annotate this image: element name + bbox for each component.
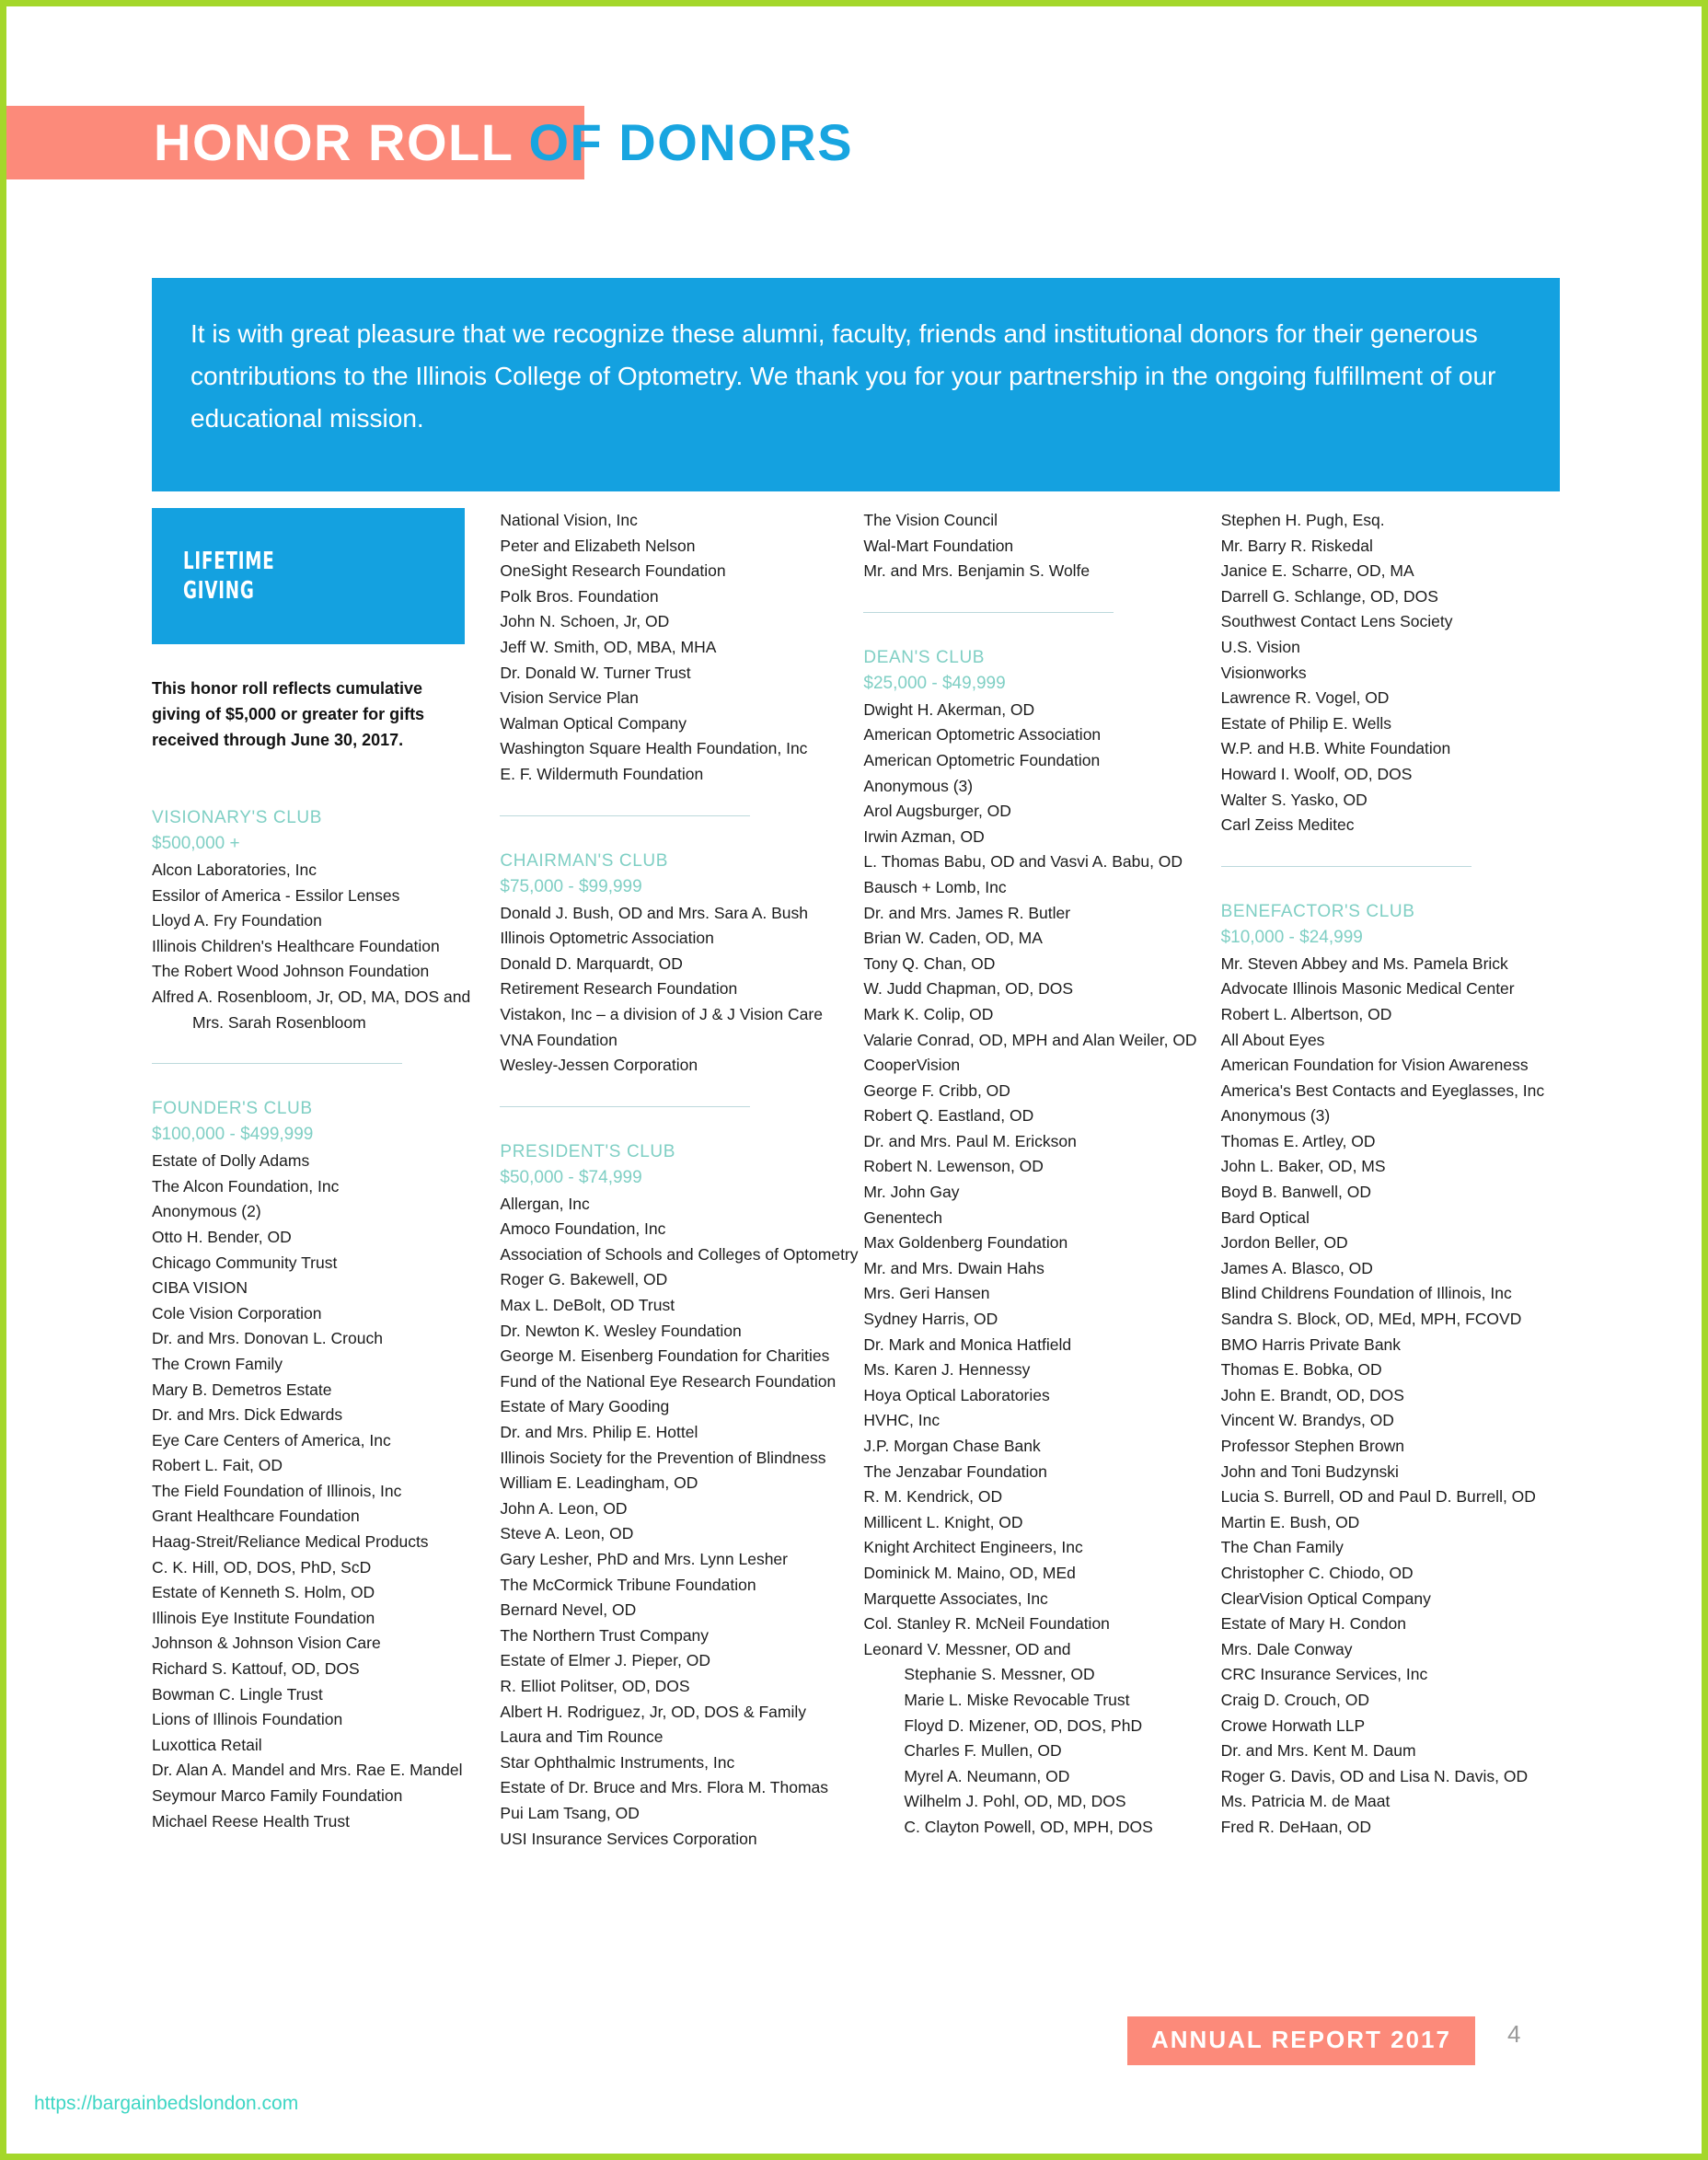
page-title-row xyxy=(6,106,1702,179)
donor-club-section xyxy=(500,1138,859,1852)
donor-entry: Marie L. Miske Revocable Trust xyxy=(904,1690,1130,1709)
donor-entry: Irwin Azman, OD xyxy=(863,826,985,846)
club-name: DEAN'S CLUB xyxy=(863,647,986,667)
donor-entry: Charles F. Mullen, OD xyxy=(904,1741,1062,1761)
donor-entry: Howard I. Woolf, OD, DOS xyxy=(1220,764,1413,783)
club-name: PRESIDENT'S CLUB xyxy=(500,1141,676,1161)
donor-column-3 xyxy=(863,508,1220,1855)
donor-entry: C. K. Hill, OD, DOS, PhD, ScD xyxy=(152,1557,372,1577)
donor-entry: ClearVision Optical Company xyxy=(1220,1588,1431,1608)
donor-list-continued xyxy=(500,508,839,788)
donor-entry: Laura and Tim Rounce xyxy=(500,1727,664,1747)
club-gift-range: $100,000 - $499,999 xyxy=(152,1125,314,1145)
donor-entry: Estate of Dr. Bruce and Mrs. Flora M. Thomas xyxy=(500,1778,829,1797)
donor-entry: America's Best Contacts and Eyeglasses, Inc xyxy=(1220,1080,1545,1100)
donor-entry: Vision Service Plan xyxy=(500,688,639,708)
donor-entry: Marquette Associates, Inc xyxy=(863,1588,1048,1608)
club-gift-range: $10,000 - $24,999 xyxy=(1220,927,1363,947)
donor-entry: John and Toni Budzynski xyxy=(1220,1461,1399,1481)
donor-entry: Dr. and Mrs. James R. Butler xyxy=(863,903,1071,922)
donor-entry: Vincent W. Brandys, OD xyxy=(1220,1411,1394,1430)
section-divider xyxy=(863,612,1114,613)
donor-entry: BMO Harris Private Bank xyxy=(1220,1334,1402,1354)
donor-entry: Sydney Harris, OD xyxy=(863,1310,998,1329)
page-sheet xyxy=(6,6,1702,2154)
donor-entry: John A. Leon, OD xyxy=(500,1498,628,1518)
section-divider xyxy=(500,1106,750,1107)
donor-entry: Visionworks xyxy=(1220,663,1307,682)
page-title-rest: OF DONORS xyxy=(528,113,854,171)
donor-entry: Cole Vision Corporation xyxy=(152,1303,322,1323)
donor-entry: The Jenzabar Foundation xyxy=(863,1461,1047,1481)
donor-entry: Luxottica Retail xyxy=(152,1735,262,1754)
donor-entry: W. Judd Chapman, OD, DOS xyxy=(863,979,1074,999)
donor-club-section xyxy=(863,644,1196,1841)
donor-entry: CooperVision xyxy=(863,1056,961,1075)
donor-entry: Thomas E. Bobka, OD xyxy=(1220,1360,1382,1380)
donor-entry: Illinois Optometric Association xyxy=(500,929,714,948)
donor-entry: Dr. and Mrs. Kent M. Daum xyxy=(1220,1741,1416,1761)
donor-entry: Genentech xyxy=(863,1207,943,1227)
donor-entry: Dr. Alan A. Mandel and Mrs. Rae E. Mandel xyxy=(152,1761,463,1780)
donor-entry: Janice E. Scharre, OD, MA xyxy=(1220,561,1414,581)
donor-entry: R. M. Kendrick, OD xyxy=(863,1487,1003,1507)
donor-entry: George M. Eisenberg Foundation for Charities xyxy=(500,1346,830,1366)
section-divider xyxy=(152,1063,402,1064)
donor-club-section xyxy=(152,804,476,1035)
donor-entry: W.P. and H.B. White Foundation xyxy=(1220,739,1451,758)
donor-entry: Bowman C. Lingle Trust xyxy=(152,1684,323,1704)
donor-entry: Advocate Illinois Masonic Medical Center xyxy=(1220,979,1515,999)
donor-entry: Martin E. Bush, OD xyxy=(1220,1512,1360,1531)
donor-entry: Stephen H. Pugh, Esq. xyxy=(1220,511,1385,529)
donor-entry: Lloyd A. Fry Foundation xyxy=(152,911,322,930)
donor-entry: Floyd D. Mizener, OD, DOS, PhD xyxy=(904,1715,1143,1735)
page-title xyxy=(154,102,853,183)
donor-entry: Grant Healthcare Foundation xyxy=(152,1507,360,1526)
donor-entry: Knight Architect Engineers, Inc xyxy=(863,1538,1083,1557)
donor-entry: Roger G. Bakewell, OD xyxy=(500,1270,668,1289)
donor-entry: R. Elliot Politser, OD, DOS xyxy=(500,1676,690,1695)
donor-entry: Estate of Mary H. Condon xyxy=(1220,1614,1406,1634)
donor-entry: Mary B. Demetros Estate xyxy=(152,1380,332,1399)
club-name: BENEFACTOR'S CLUB xyxy=(1220,901,1415,921)
donor-entry: Ms. Karen J. Hennessy xyxy=(863,1360,1031,1380)
donor-entry: Boyd B. Banwell, OD xyxy=(1220,1183,1371,1202)
donor-entry: Chicago Community Trust xyxy=(152,1253,338,1272)
donor-entry: Association of Schools and Colleges of Optometry xyxy=(500,1244,859,1264)
donor-entry: American Optometric Foundation xyxy=(863,750,1101,769)
donor-entry: Walter S. Yasko, OD xyxy=(1220,790,1368,809)
donor-entry: Hoya Optical Laboratories xyxy=(863,1385,1050,1404)
donor-entry: Amoco Foundation, Inc xyxy=(500,1219,666,1239)
donor-entry: Otto H. Bender, OD xyxy=(152,1227,292,1246)
annual-report-badge: ANNUAL REPORT 2017 xyxy=(1127,2016,1475,2065)
donor-entry: Wal-Mart Foundation xyxy=(863,536,1014,555)
donor-entry: Alfred A. Rosenbloom, Jr, OD, MA, DOS and xyxy=(152,987,471,1006)
donor-entry: E. F. Wildermuth Foundation xyxy=(500,764,704,783)
donor-entry: Vistakon, Inc – a division of J & J Vision Care xyxy=(500,1004,823,1023)
donor-entry: Mrs. Sarah Rosenbloom xyxy=(192,1012,366,1032)
donor-entry: Dominick M. Maino, OD, MEd xyxy=(863,1563,1076,1582)
donor-entry: Robert L. Albertson, OD xyxy=(1220,1004,1392,1023)
donor-entry: The Crown Family xyxy=(152,1354,283,1373)
donor-entry: James A. Blasco, OD xyxy=(1220,1258,1373,1277)
donor-entry: Professor Stephen Brown xyxy=(1220,1437,1404,1455)
donor-entry: Arol Augsburger, OD xyxy=(863,802,1011,821)
donor-entry: VNA Foundation xyxy=(500,1030,617,1049)
donor-entry: Tony Q. Chan, OD xyxy=(863,953,996,973)
donor-entry: Myrel A. Neumann, OD xyxy=(904,1766,1070,1785)
donor-entry: Craig D. Crouch, OD xyxy=(1220,1690,1370,1709)
donor-entry: Mr. and Mrs. Dwain Hahs xyxy=(863,1258,1044,1277)
donor-entry: American Foundation for Vision Awareness xyxy=(1220,1056,1529,1075)
club-gift-range: $25,000 - $49,999 xyxy=(863,673,1006,693)
donor-entry: Johnson & Johnson Vision Care xyxy=(152,1634,381,1653)
donor-entry: Thomas E. Artley, OD xyxy=(1220,1131,1376,1150)
donor-entry: USI Insurance Services Corporation xyxy=(500,1829,757,1848)
donor-entry: L. Thomas Babu, OD and Vasvi A. Babu, OD xyxy=(863,852,1183,872)
donor-entry: All About Eyes xyxy=(1220,1030,1325,1049)
donor-entry: Washington Square Health Foundation, Inc xyxy=(500,739,808,758)
donor-entry: The McCormick Tribune Foundation xyxy=(500,1575,756,1594)
donor-entry: Carl Zeiss Meditec xyxy=(1220,815,1355,835)
donor-entry: Fund of the National Eye Research Foundation xyxy=(500,1371,837,1391)
donor-entry: Bernard Nevel, OD xyxy=(500,1600,637,1620)
donor-entry: National Vision, Inc xyxy=(500,511,638,529)
donor-entry: U.S. Vision xyxy=(1220,637,1300,656)
donor-entry: OneSight Research Foundation xyxy=(500,561,726,581)
donor-entry: J.P. Morgan Chase Bank xyxy=(863,1437,1041,1455)
donor-entry: Wilhelm J. Pohl, OD, MD, DOS xyxy=(904,1792,1126,1811)
donor-entry: Estate of Philip E. Wells xyxy=(1220,713,1392,733)
page-title-highlight: HONOR ROLL xyxy=(154,113,514,171)
lifetime-giving-line2: GIVING xyxy=(183,577,255,605)
donor-entry: Lions of Illinois Foundation xyxy=(152,1710,343,1729)
donor-list-continued xyxy=(863,508,1196,584)
donor-entry: Albert H. Rodriguez, Jr, OD, DOS & Family xyxy=(500,1702,807,1721)
lifetime-giving-line1: LIFETIME xyxy=(183,548,275,575)
donor-entry: John E. Brandt, OD, DOS xyxy=(1220,1385,1404,1404)
donor-entry: Richard S. Kattouf, OD, DOS xyxy=(152,1659,360,1679)
donor-entry: Estate of Kenneth S. Holm, OD xyxy=(152,1583,375,1602)
donor-entry: CRC Insurance Services, Inc xyxy=(1220,1665,1428,1684)
donor-column-4 xyxy=(1221,508,1569,1855)
honor-roll-note: This honor roll reflects cumulative giving of $5,000 or greater for gifts received through June 30, 2017. xyxy=(152,679,425,749)
donor-entry: CIBA VISION xyxy=(152,1278,248,1298)
donor-entry: John L. Baker, OD, MS xyxy=(1220,1157,1386,1176)
donor-entry: The Vision Council xyxy=(863,511,998,529)
donor-column-1 xyxy=(152,508,500,1855)
donor-entry: Donald J. Bush, OD and Mrs. Sara A. Bush xyxy=(500,903,809,922)
donor-entry: Dr. and Mrs. Dick Edwards xyxy=(152,1405,343,1425)
donor-entry: Darrell G. Schlange, OD, DOS xyxy=(1220,586,1438,606)
donor-entry: Illinois Eye Institute Foundation xyxy=(152,1608,375,1627)
donor-entry: The Northern Trust Company xyxy=(500,1625,710,1645)
donor-club-section xyxy=(152,1095,476,1834)
donor-entry: Steve A. Leon, OD xyxy=(500,1524,634,1543)
donor-entry: The Robert Wood Johnson Foundation xyxy=(152,962,430,981)
donor-entry: Dr. Newton K. Wesley Foundation xyxy=(500,1321,742,1340)
donor-entry: Estate of Mary Gooding xyxy=(500,1397,670,1416)
donor-entry: The Alcon Foundation, Inc xyxy=(152,1176,340,1196)
donor-entry: Dr. and Mrs. Paul M. Erickson xyxy=(863,1131,1077,1150)
lifetime-giving-badge xyxy=(152,508,465,644)
donor-entry: Eye Care Centers of America, Inc xyxy=(152,1430,391,1450)
donor-entry: Dr. Donald W. Turner Trust xyxy=(500,663,691,682)
club-name: FOUNDER'S CLUB xyxy=(152,1099,313,1119)
donor-entry: The Field Foundation of Illinois, Inc xyxy=(152,1481,402,1500)
donor-entry: Estate of Elmer J. Pieper, OD xyxy=(500,1651,710,1670)
donor-entry: Illinois Children's Healthcare Foundation xyxy=(152,936,440,955)
donor-entry: William E. Leadingham, OD xyxy=(500,1473,698,1493)
donor-entry: Robert Q. Eastland, OD xyxy=(863,1106,1034,1126)
donor-entry: Illinois Society for the Prevention of Blindness xyxy=(500,1448,826,1467)
donor-list-continued xyxy=(1221,508,1545,838)
donor-entry: Lucia S. Burrell, OD and Paul D. Burrell, OD xyxy=(1220,1487,1536,1507)
donor-entry: Robert N. Lewenson, OD xyxy=(863,1157,1044,1176)
section-divider xyxy=(1221,866,1471,867)
donor-entry: Gary Lesher, PhD and Mrs. Lynn Lesher xyxy=(500,1550,788,1568)
donor-entry: Valarie Conrad, OD, MPH and Alan Weiler, OD xyxy=(863,1030,1197,1049)
donor-entry: Lawrence R. Vogel, OD xyxy=(1220,688,1390,708)
club-name: VISIONARY'S CLUB xyxy=(152,808,322,827)
club-gift-range: $50,000 - $74,999 xyxy=(500,1167,642,1187)
donor-entry: Anonymous (3) xyxy=(863,776,974,795)
donor-entry: George F. Cribb, OD xyxy=(863,1080,1010,1100)
donor-entry: Mrs. Geri Hansen xyxy=(863,1284,990,1303)
donor-entry: Pui Lam Tsang, OD xyxy=(500,1803,640,1822)
donor-entry: Fred R. DeHaan, OD xyxy=(1220,1817,1371,1836)
donor-entry: Seymour Marco Family Foundation xyxy=(152,1786,403,1805)
donor-entry: Polk Bros. Foundation xyxy=(500,586,659,606)
page-footer xyxy=(6,2015,1702,2079)
donor-entry: Alcon Laboratories, Inc xyxy=(152,861,317,879)
donor-entry: Southwest Contact Lens Society xyxy=(1220,612,1453,631)
donor-entry: C. Clayton Powell, OD, MPH, DOS xyxy=(904,1817,1153,1836)
donor-entry: Christopher C. Chiodo, OD xyxy=(1220,1563,1414,1582)
donor-entry: Mr. Steven Abbey and Ms. Pamela Brick xyxy=(1220,953,1508,973)
donor-club-section xyxy=(1221,898,1545,1841)
donor-entry: Retirement Research Foundation xyxy=(500,979,738,999)
donor-entry: Bard Optical xyxy=(1220,1207,1310,1227)
donor-column-2 xyxy=(500,508,863,1855)
donor-entry: Robert L. Fait, OD xyxy=(152,1456,283,1475)
donor-entry: Estate of Dolly Adams xyxy=(152,1151,310,1171)
donor-entry: John N. Schoen, Jr, OD xyxy=(500,612,670,631)
donor-entry: Wesley-Jessen Corporation xyxy=(500,1056,698,1075)
donor-entry: Dr. Mark and Monica Hatfield xyxy=(863,1334,1072,1354)
donor-entry: Jordon Beller, OD xyxy=(1220,1233,1348,1253)
intro-statement: It is with great pleasure that we recognize these alumni, faculty, friends and institutional donors for their generous contributions to the Illinois College of Optometry. We thank you for your partnership in the ongoing fulfillment of our educational mission. xyxy=(152,278,1560,491)
donor-entry: Donald D. Marquardt, OD xyxy=(500,953,683,973)
donor-entry: Millicent L. Knight, OD xyxy=(863,1512,1023,1531)
donor-entry: Mark K. Colip, OD xyxy=(863,1004,994,1023)
donor-entry: Sandra S. Block, OD, MEd, MPH, FCOVD xyxy=(1220,1310,1522,1329)
donor-entry: Crowe Horwath LLP xyxy=(1220,1715,1366,1735)
club-gift-range: $75,000 - $99,999 xyxy=(500,876,642,896)
donor-entry: Mr. Barry R. Riskedal xyxy=(1220,536,1373,555)
donor-entry: Max L. DeBolt, OD Trust xyxy=(500,1296,675,1315)
donor-entry: Essilor of America - Essilor Lenses xyxy=(152,885,400,905)
club-name: CHAIRMAN'S CLUB xyxy=(500,850,669,871)
donor-entry: Jeff W. Smith, OD, MBA, MHA xyxy=(500,637,717,656)
donor-entry: Peter and Elizabeth Nelson xyxy=(500,536,696,555)
donor-entry: Blind Childrens Foundation of Illinois, Inc xyxy=(1220,1284,1512,1303)
donor-entry: Ms. Patricia M. de Maat xyxy=(1220,1792,1391,1811)
donor-entry: Anonymous (2) xyxy=(152,1202,261,1221)
donor-entry: Col. Stanley R. McNeil Foundation xyxy=(863,1614,1110,1634)
donor-entry: Leonard V. Messner, OD and xyxy=(863,1639,1071,1658)
donor-entry: Max Goldenberg Foundation xyxy=(863,1233,1068,1253)
donor-entry: Anonymous (3) xyxy=(1220,1106,1331,1126)
club-gift-range: $500,000 + xyxy=(152,834,240,853)
donor-entry: The Chan Family xyxy=(1220,1538,1344,1557)
donor-entry: Stephanie S. Messner, OD xyxy=(904,1665,1095,1684)
donor-entry: Allergan, Inc xyxy=(500,1194,590,1213)
donor-entry: Roger G. Davis, OD and Lisa N. Davis, OD xyxy=(1220,1766,1529,1785)
donor-columns xyxy=(152,508,1569,1855)
donor-club-section xyxy=(500,848,839,1079)
donor-entry: HVHC, Inc xyxy=(863,1411,941,1430)
donor-entry: Michael Reese Health Trust xyxy=(152,1811,350,1831)
donor-entry: Bausch + Lomb, Inc xyxy=(863,877,1007,896)
donor-entry: Walman Optical Company xyxy=(500,713,687,733)
donor-entry: Dr. and Mrs. Donovan L. Crouch xyxy=(152,1329,383,1348)
source-url-watermark: https://bargainbedslondon.com xyxy=(34,2093,299,2114)
section-divider xyxy=(500,815,750,816)
donor-entry: Brian W. Caden, OD, MA xyxy=(863,929,1043,948)
donor-entry: Haag-Streit/Reliance Medical Products xyxy=(152,1532,429,1552)
page-number: 4 xyxy=(1507,2020,1521,2048)
donor-entry: Mr. and Mrs. Benjamin S. Wolfe xyxy=(863,561,1091,581)
donor-entry: Dwight H. Akerman, OD xyxy=(863,699,1035,719)
donor-entry: Mr. John Gay xyxy=(863,1183,960,1202)
donor-entry: Dr. and Mrs. Philip E. Hottel xyxy=(500,1423,698,1442)
donor-entry: American Optometric Association xyxy=(863,725,1102,745)
donor-entry: Star Ophthalmic Instruments, Inc xyxy=(500,1752,735,1772)
donor-entry: Mrs. Dale Conway xyxy=(1220,1639,1353,1658)
